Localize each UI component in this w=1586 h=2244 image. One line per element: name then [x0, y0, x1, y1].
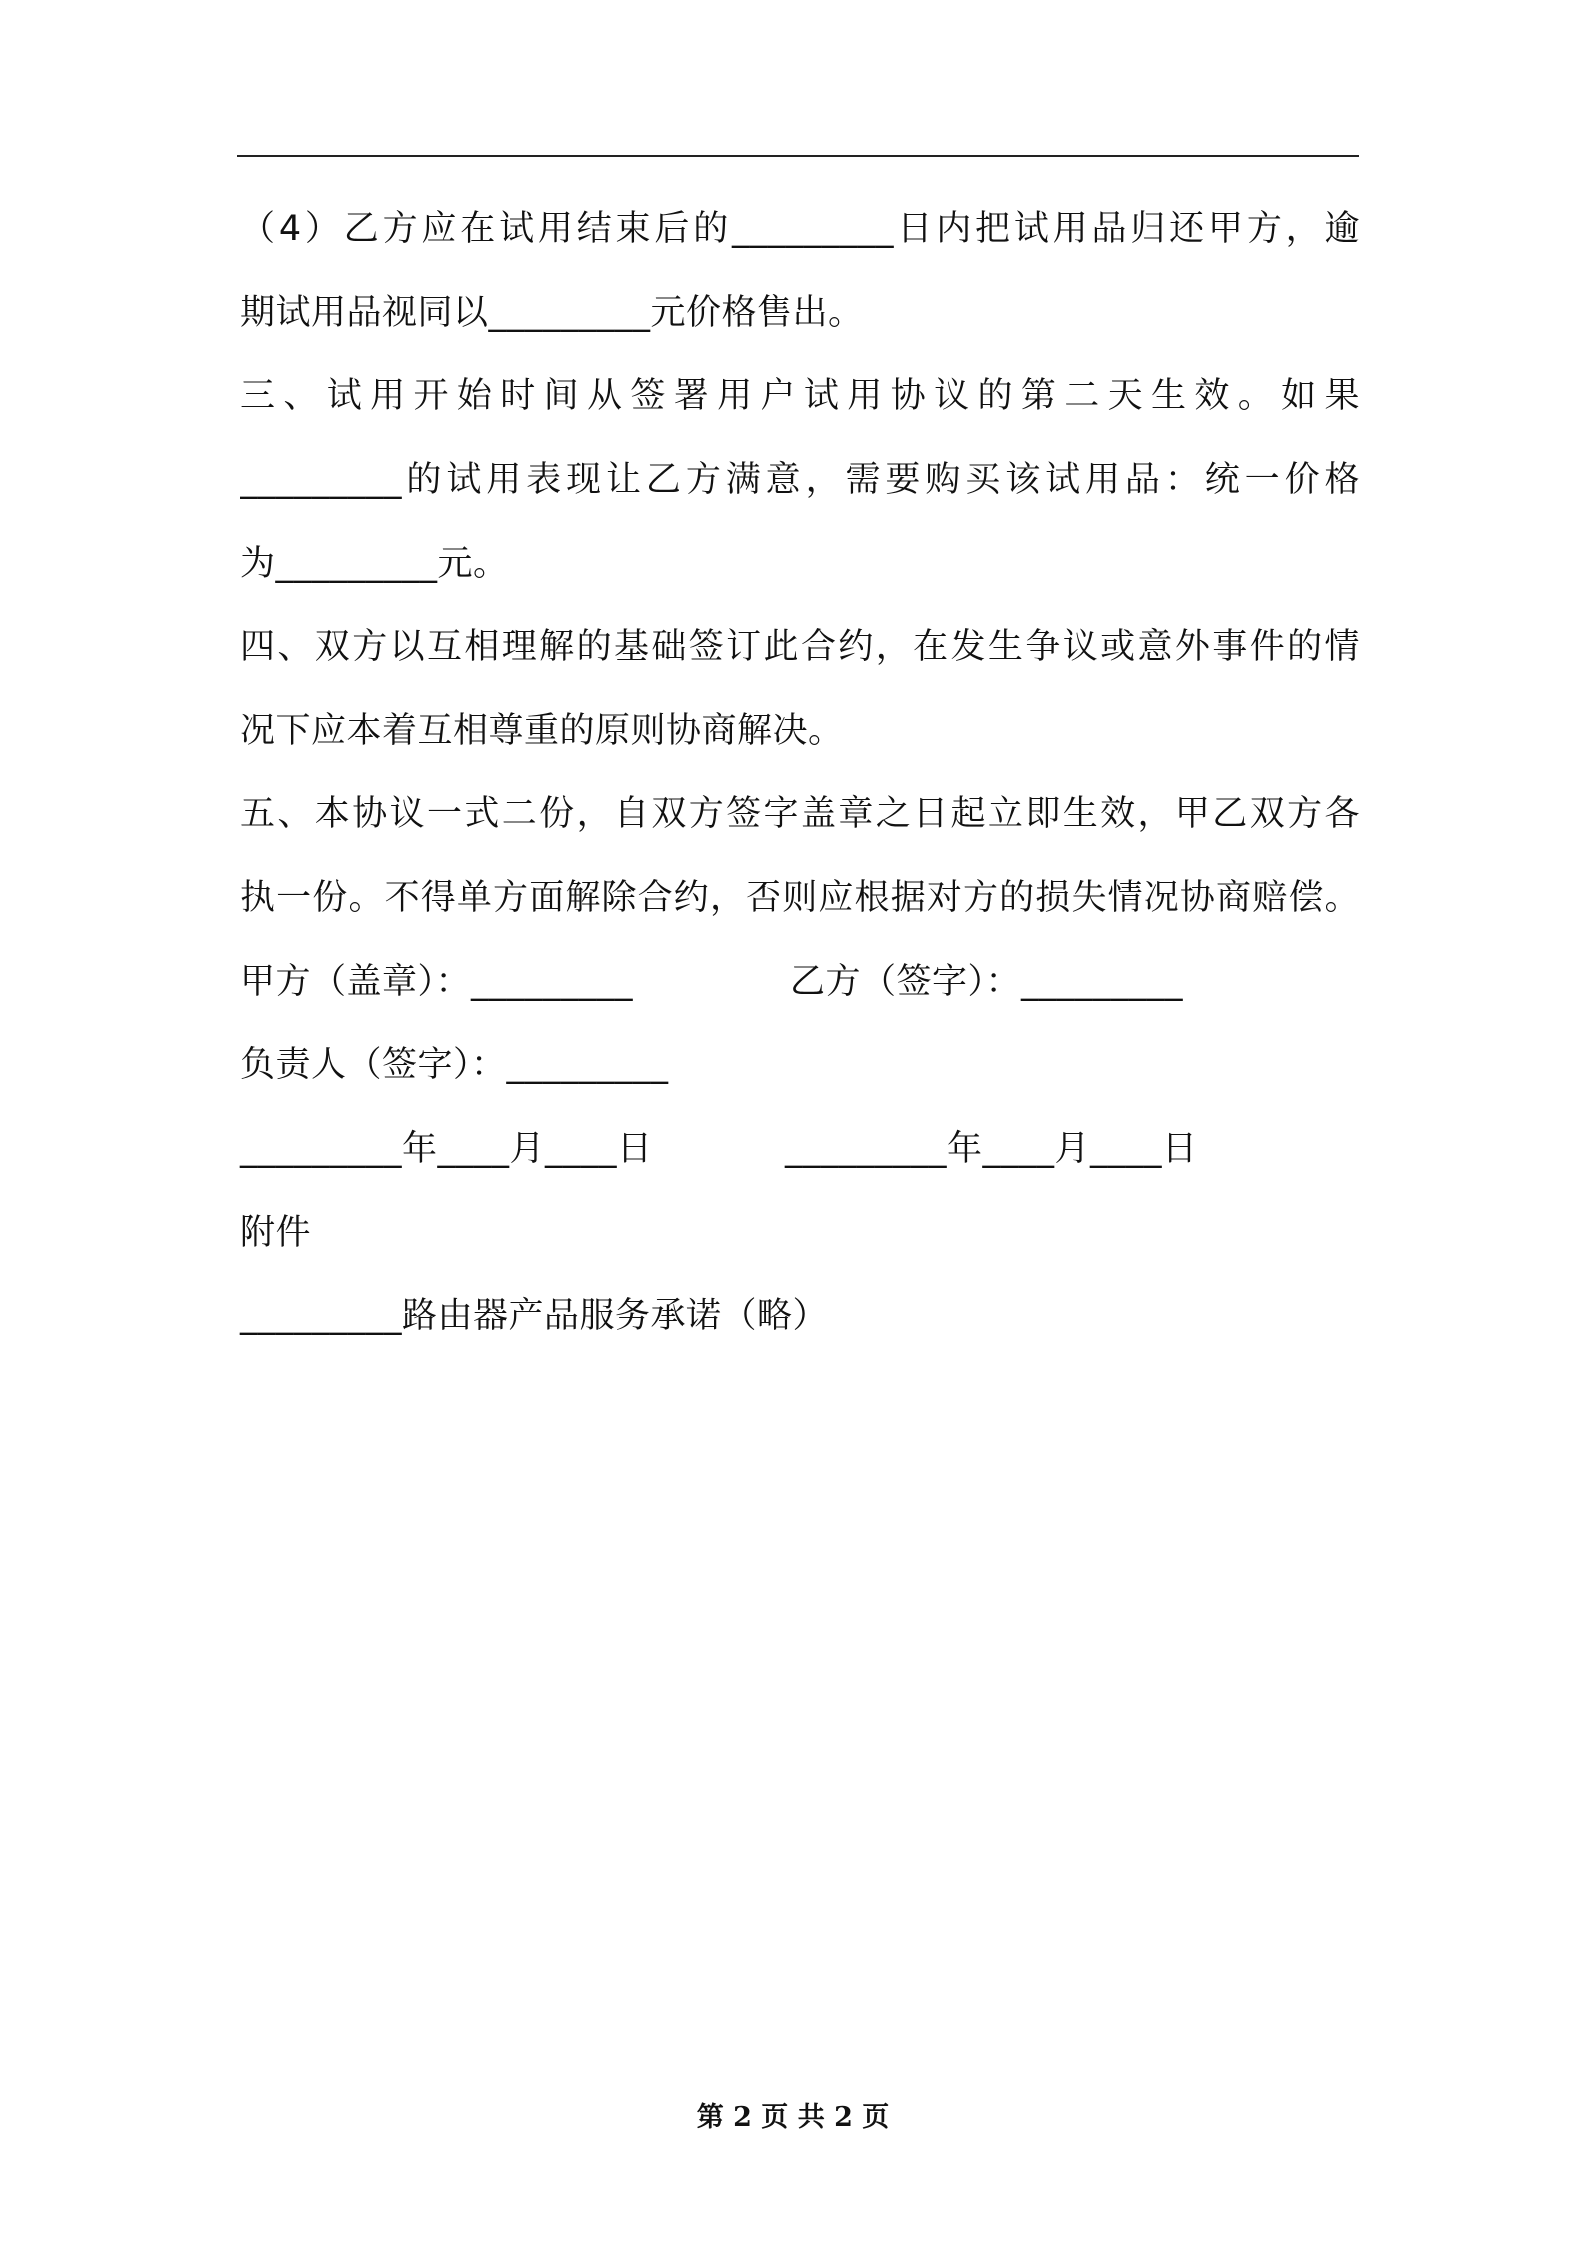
- paragraph-line-4: _________的试用表现让乙方满意，需要购买该试用品：统一价格: [240, 460, 1360, 500]
- paragraph-line-1: （4）乙方应在试用结束后的_________日内把试用品归还甲方，逾: [240, 209, 1360, 249]
- paragraph-line-9: 执一份。不得单方面解除合约，否则应根据对方的损失情况协商赔偿。: [240, 878, 1360, 918]
- header-rule: [237, 155, 1359, 157]
- paragraph-line-5: 为_________元。: [240, 544, 509, 584]
- paragraph-line-2: 期试用品视同以_________元价格售出。: [240, 293, 864, 333]
- attachment-item: _________路由器产品服务承诺（略）: [240, 1296, 829, 1336]
- paragraph-line-3: 三、试用开始时间从签署用户试用协议的第二天生效。如果: [240, 376, 1360, 416]
- date-party-a: _________年____月____日: [240, 1129, 653, 1169]
- party-b-signature: 乙方（签字）：_________: [790, 962, 1184, 1002]
- paragraph-line-8: 五、本协议一式二份，自双方签字盖章之日起立即生效，甲乙双方各: [240, 794, 1360, 834]
- paragraph-line-6: 四、双方以互相理解的基础签订此合约，在发生争议或意外事件的情: [240, 627, 1360, 667]
- attachment-label: 附件: [240, 1213, 312, 1253]
- date-party-b: _________年____月____日: [785, 1129, 1198, 1169]
- party-a-seal: 甲方（盖章）：_________: [240, 962, 634, 1002]
- paragraph-line-7: 况下应本着互相尊重的原则协商解决。: [240, 711, 844, 751]
- responsible-signature: 负责人（签字）：_________: [240, 1045, 669, 1085]
- page-footer: 第 2 页 共 2 页: [696, 2102, 890, 2133]
